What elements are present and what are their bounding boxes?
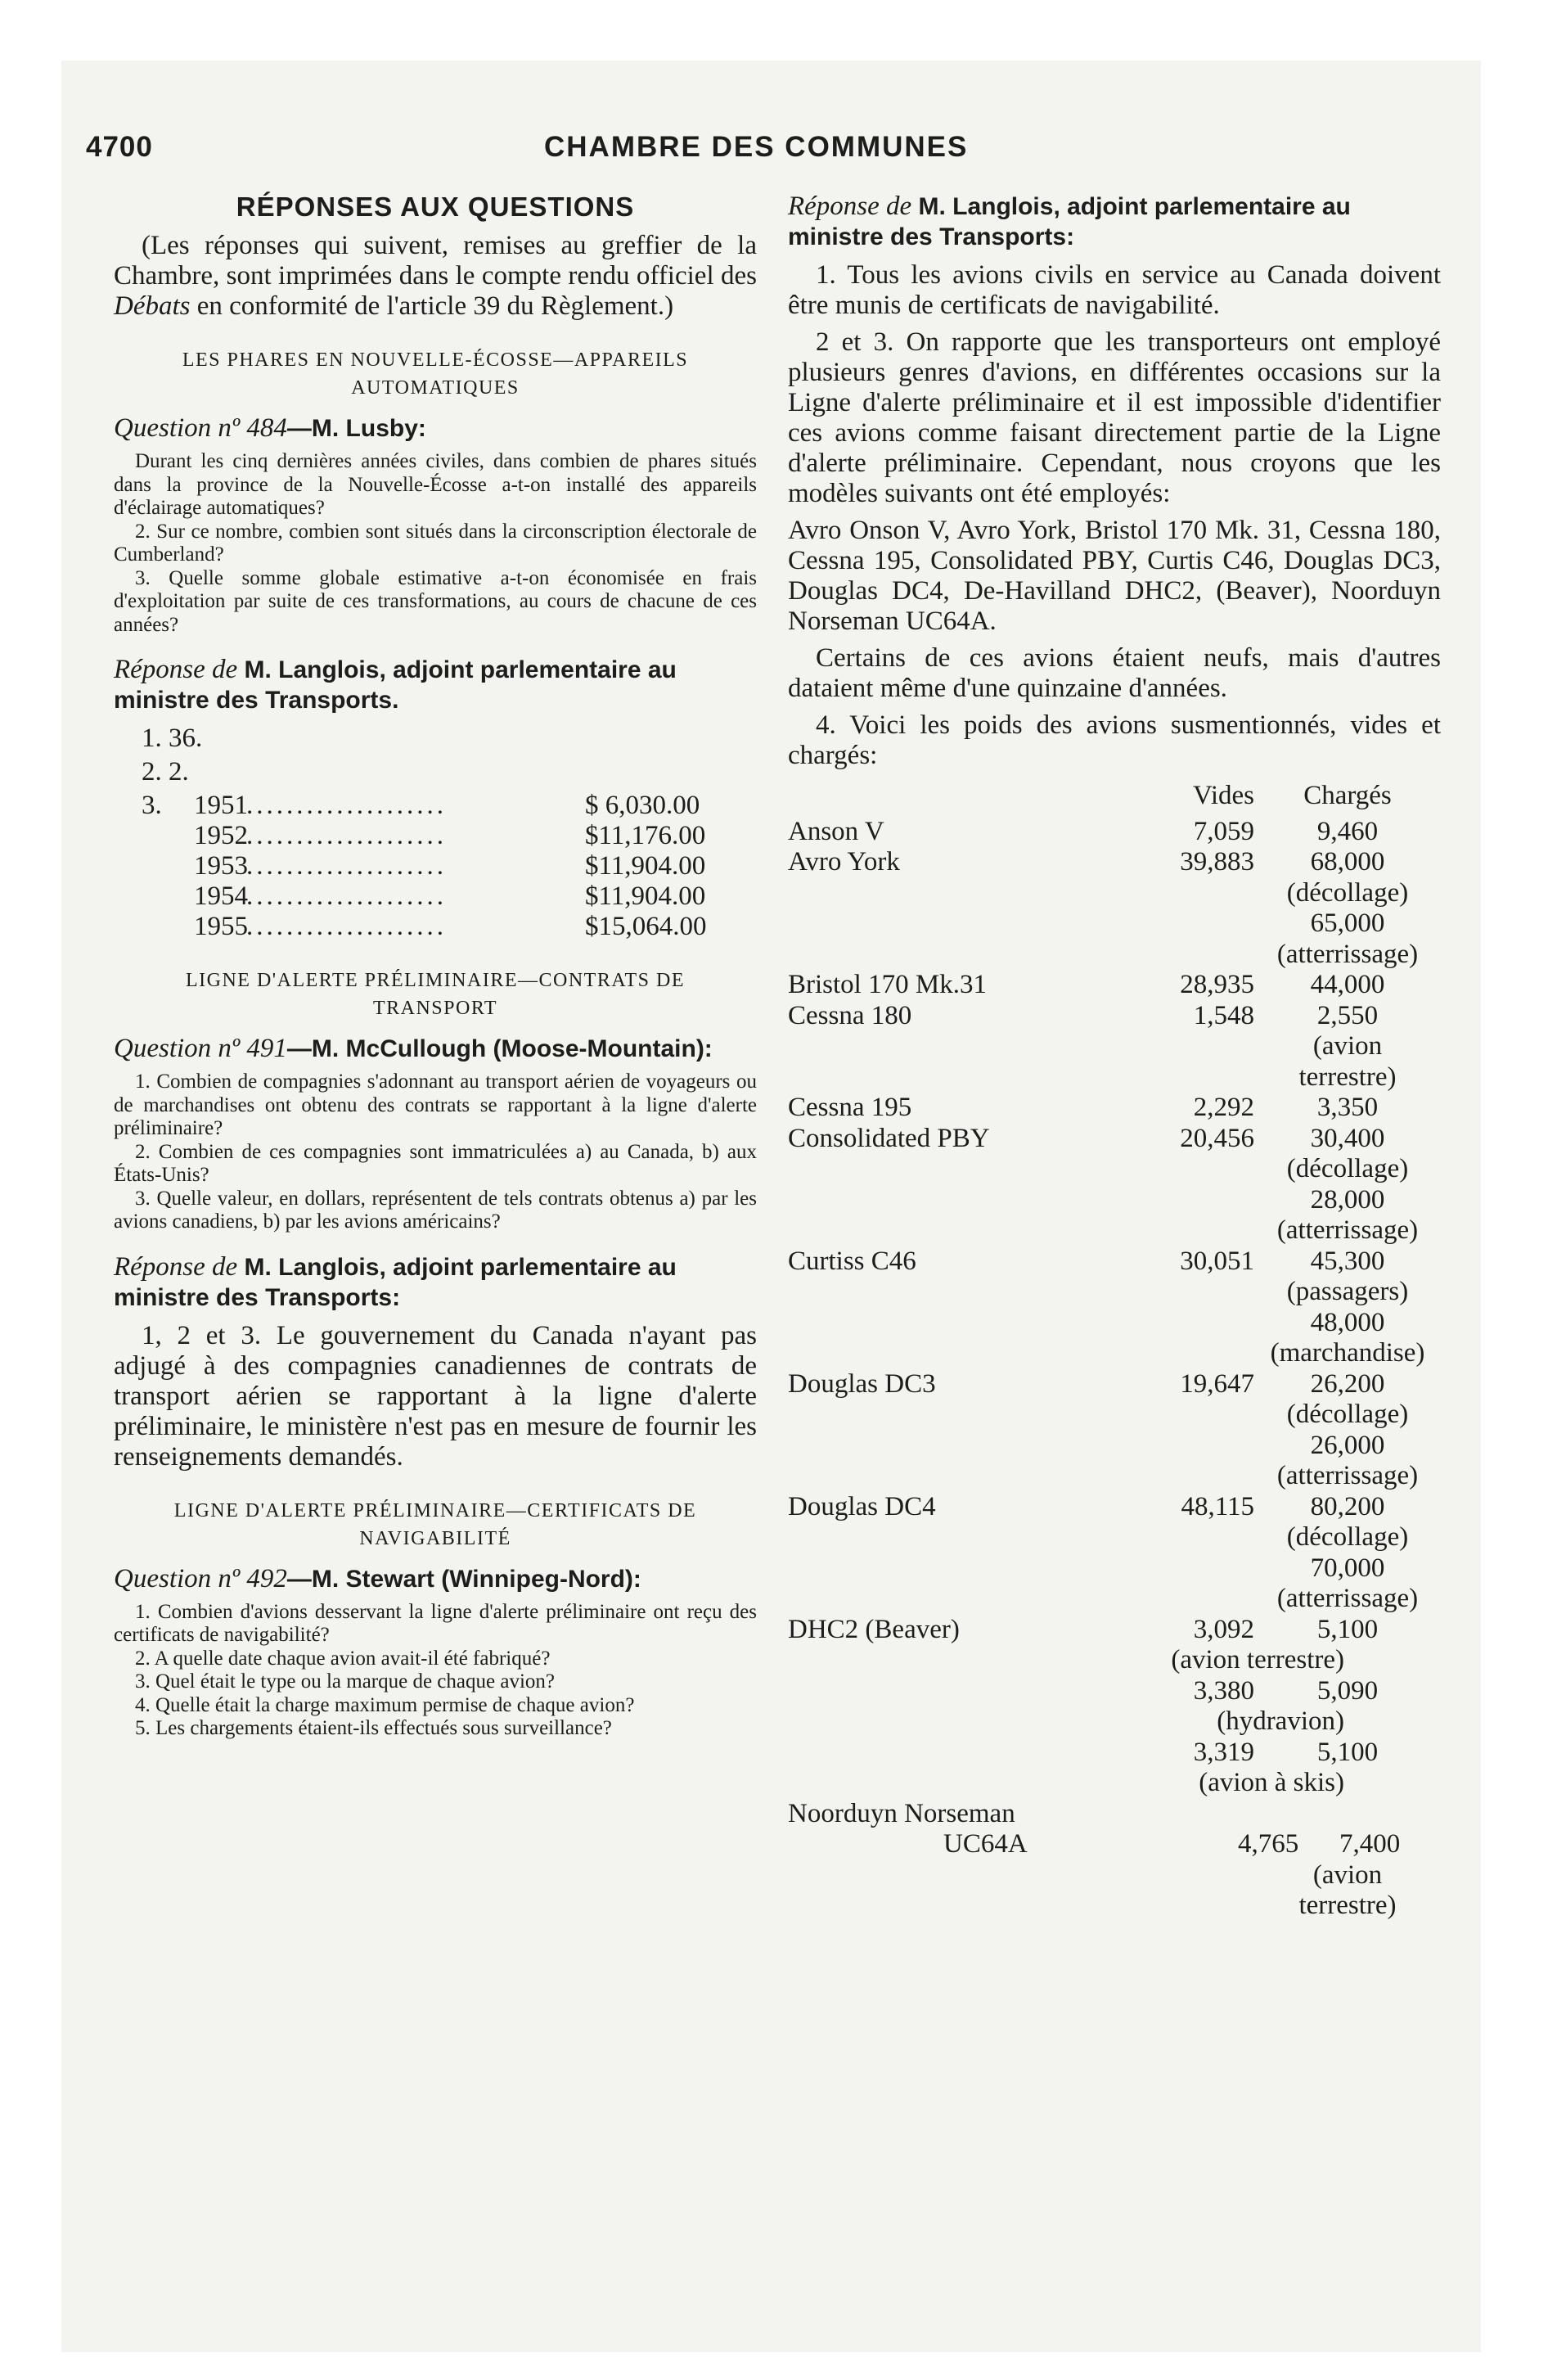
year-row: 3. 1951 .................... $ 6,030.00 xyxy=(142,791,700,820)
table-row xyxy=(788,1584,1441,1615)
page-number: 4700 xyxy=(86,131,153,163)
loaded-weight-cell: 68,000 xyxy=(1310,847,1385,877)
question-484-title: Question nº 484—M. Lusby: xyxy=(114,413,426,443)
question-484-item-2: 2. Sur ce nombre, combien sont situés dans la circonscription électorale de Cumberland? xyxy=(114,520,757,566)
aircraft-name-cell: Consolidated PBY xyxy=(788,1123,990,1153)
aircraft-name-cell: DHC2 (Beaver) xyxy=(788,1614,960,1644)
table-row xyxy=(788,1645,1441,1676)
table-row xyxy=(788,1277,1441,1308)
loaded-weight-cell: 3,350 xyxy=(1316,1093,1379,1122)
table-row xyxy=(788,1891,1441,1922)
table-row xyxy=(788,940,1441,971)
loaded-weight-cell: 9,460 xyxy=(1316,816,1379,846)
loaded-weight-cell: 45,300 xyxy=(1310,1246,1385,1276)
empty-weight-cell: 3,092 xyxy=(1193,1614,1254,1644)
question-491-item-3: 3. Quelle valeur, en dollars, représentent de tels contrats obtenus a) par les avions canadiens, b) par les avions américains? xyxy=(114,1187,757,1233)
table-header-row xyxy=(788,781,1441,812)
answer-491-text: 1, 2 et 3. Le gouvernement du Canada n'ayant pas adjugé à des compagnies canadiennes de contrats de transport aérien se rapportant à la ligne d'alerte préliminaire, le ministère n'est pas en mesure de fournir les renseignements demandés. xyxy=(114,1320,757,1472)
answer-492-para-2: 2 et 3. On rapporte que les transporteurs ont employé plusieurs genres d'avions, en différentes occasions sur la Ligne d'alerte préliminaire et il est impossible d'identifier ces avions comme faisant directement partie de la Ligne d'alerte préliminaire. Cependant, nous croyons que les modèles suivants ont été employés: xyxy=(788,327,1441,508)
loaded-weight-cell: (passagers) xyxy=(1286,1277,1409,1306)
table-row xyxy=(788,1553,1441,1584)
empty-weight-cell: 48,115 xyxy=(1181,1491,1254,1521)
answer-484-2: 2. 2. xyxy=(142,757,189,787)
empty-weight-cell: (avion terrestre) xyxy=(1171,1645,1344,1675)
answer-484-1: 1. 36. xyxy=(142,723,203,753)
loaded-weight-cell: 70,000 xyxy=(1310,1553,1385,1583)
aircraft-name-cell: Noorduyn Norseman xyxy=(788,1798,1015,1828)
empty-weight-cell: 30,051 xyxy=(1180,1246,1254,1276)
question-491-item-1: 1. Combien de compagnies s'adonnant au transport aérien de voyageurs ou de marchandises ont obtenu des contrats se rapportant à la ligne d'alerte préliminaire? xyxy=(114,1071,757,1139)
aircraft-name-cell: Cessna 195 xyxy=(788,1093,912,1122)
aircraft-name-cell: Anson V xyxy=(788,816,884,846)
aircraft-name-cell: Cessna 180 xyxy=(788,1000,912,1030)
year-row: 1955 .................... $15,064.00 xyxy=(194,912,707,941)
aircraft-name-cell: UC64A xyxy=(943,1829,1028,1859)
year-row: 1954 .................... $11,904.00 xyxy=(194,881,706,911)
empty-weight-cell: 3,380 xyxy=(1193,1675,1254,1706)
question-492-item-4: 4. Quelle était la charge maximum permise de chaque avion? xyxy=(135,1693,635,1716)
table-row xyxy=(788,1522,1441,1553)
loaded-weight-cell: (avion xyxy=(1312,1031,1383,1061)
year-row: 1952 .................... $11,176.00 xyxy=(194,821,706,850)
empty-weight-cell: 3,319 xyxy=(1193,1737,1254,1767)
heading-phares: LES PHARES EN NOUVELLE-ÉCOSSE—APPAREILS AUTOMATIQUES xyxy=(182,349,689,399)
question-492-item-1: 1. Combien d'avions desservant la ligne d'alerte préliminaire ont reçu des certificats de navigabilité? xyxy=(114,1600,757,1646)
loaded-weight-cell: (marchandise) xyxy=(1270,1338,1425,1368)
heading-contrats: LIGNE D'ALERTE PRÉLIMINAIRE—CONTRATS DE TRANSPORT xyxy=(185,970,685,1019)
document-page xyxy=(61,61,1481,2352)
table-row xyxy=(788,1400,1441,1431)
question-491-title: Question nº 491—M. McCullough (Moose-Mountain): xyxy=(114,1034,713,1063)
empty-weight-cell: 20,456 xyxy=(1180,1123,1254,1153)
loaded-weight-cell: 30,400 xyxy=(1310,1123,1385,1153)
loaded-weight-cell: (décollage) xyxy=(1286,1154,1409,1183)
empty-weight-cell: (hydravion) xyxy=(1217,1706,1344,1736)
answer-492-para-5: 4. Voici les poids des avions susmentionnés, vides et chargés: xyxy=(788,710,1441,770)
table-row xyxy=(788,1215,1441,1246)
loaded-weight-cell: 48,000 xyxy=(1310,1307,1385,1337)
question-492-item-3: 3. Quel était le type ou la marque de chaque avion? xyxy=(135,1670,555,1693)
savings-by-year xyxy=(142,791,757,942)
question-484-item-1: Durant les cinq dernières années civiles, dans combien de phares situés dans la province de la Nouvelle-Écosse a-t-on installé des appareils d'éclairage automatiques? xyxy=(114,450,757,519)
table-row xyxy=(788,847,1441,878)
table-row xyxy=(788,1676,1441,1707)
table-row xyxy=(788,908,1441,940)
loaded-weight-cell: (atterrissage) xyxy=(1276,1461,1419,1490)
loaded-weight-cell: 26,200 xyxy=(1310,1368,1385,1399)
table-row xyxy=(788,1308,1441,1339)
heading-certificats: LIGNE D'ALERTE PRÉLIMINAIRE—CERTIFICATS DE NAVIGABILITÉ xyxy=(173,1499,697,1549)
table-row xyxy=(788,970,1441,1001)
table-row xyxy=(788,1615,1441,1646)
loaded-weight-cell: (avion xyxy=(1312,1859,1383,1890)
section-title: RÉPONSES AUX QUESTIONS xyxy=(236,192,635,222)
empty-weight-cell: (avion à skis) xyxy=(1199,1768,1344,1797)
table-row xyxy=(788,1738,1441,1769)
loaded-weight-cell: (atterrissage) xyxy=(1276,1215,1419,1245)
loaded-weight-cell: 26,000 xyxy=(1310,1430,1385,1460)
loaded-weight-cell: (atterrissage) xyxy=(1276,1584,1419,1613)
question-492-item-2: 2. A quelle date chaque avion avait-il été fabriqué? xyxy=(135,1647,551,1670)
answer-492-para-4: Certains de ces avions étaient neufs, mais d'autres dataient même d'une quinzaine d'années. xyxy=(788,643,1441,703)
aircraft-name-cell: Curtiss C46 xyxy=(788,1246,916,1276)
question-484-item-3: 3. Quelle somme globale estimative a-t-on économisée en frais d'exploitation par suite de ces transformations, au cours de chacune de ces années? xyxy=(114,566,757,636)
table-row xyxy=(788,1001,1441,1032)
loaded-weight-cell: terrestre) xyxy=(1298,1891,1397,1920)
aircraft-name-cell: Bristol 170 Mk.31 xyxy=(788,970,987,999)
year-row: 1953 .................... $11,904.00 xyxy=(194,851,706,881)
table-row xyxy=(788,1860,1441,1891)
table-row xyxy=(788,1093,1441,1124)
question-492-item-5: 5. Les chargements étaient-ils effectués sous surveillance? xyxy=(135,1717,612,1739)
answer-484-title: Réponse de M. Langlois, adjoint parlementaire au ministre des Transports. xyxy=(114,655,677,714)
table-row xyxy=(788,1062,1441,1093)
loaded-weight-cell: 7,400 xyxy=(1339,1829,1401,1859)
table-row xyxy=(788,1246,1441,1278)
empty-weight-cell: 7,059 xyxy=(1193,816,1254,846)
empty-weight-cell: 4,765 xyxy=(1238,1829,1299,1859)
loaded-weight-cell: (décollage) xyxy=(1286,1400,1409,1429)
table-row xyxy=(788,1829,1441,1860)
table-row xyxy=(788,1338,1441,1369)
aircraft-name-cell: Douglas DC4 xyxy=(788,1491,936,1521)
table-row xyxy=(788,878,1441,909)
question-491-item-2: 2. Combien de ces compagnies sont immatriculées a) au Canada, b) aux États-Unis? xyxy=(114,1140,757,1186)
table-row xyxy=(788,1492,1441,1523)
loaded-weight-cell: 28,000 xyxy=(1310,1184,1385,1215)
table-row xyxy=(788,1124,1441,1155)
table-row xyxy=(788,1031,1441,1062)
answer-492-title: Réponse de M. Langlois, adjoint parlementaire au ministre des Transports: xyxy=(788,192,1351,250)
left-column xyxy=(114,192,757,1741)
table-row xyxy=(788,1461,1441,1492)
table-row xyxy=(788,1154,1441,1185)
aircraft-name-cell: Avro York xyxy=(788,847,900,877)
table-row xyxy=(788,1185,1441,1216)
table-row xyxy=(788,1431,1441,1462)
loaded-weight-cell: (décollage) xyxy=(1286,1522,1409,1552)
table-row xyxy=(788,1799,1441,1830)
answer-492-para-1: 1. Tous les avions civils en service au Canada doivent être munis de certificats de navigabilité. xyxy=(788,260,1441,320)
table-row xyxy=(788,1706,1441,1738)
loaded-weight-cell: 5,100 xyxy=(1316,1737,1379,1767)
column-header-loaded: Chargés xyxy=(1303,781,1392,810)
loaded-weight-cell: (atterrissage) xyxy=(1276,939,1419,969)
loaded-weight-cell: 5,100 xyxy=(1316,1614,1379,1644)
column-header-empty: Vides xyxy=(1192,781,1254,810)
running-title: CHAMBRE DES COMMUNES xyxy=(544,131,969,163)
loaded-weight-cell: 80,200 xyxy=(1310,1491,1385,1521)
question-492-title: Question nº 492—M. Stewart (Winnipeg-Nord): xyxy=(114,1563,641,1593)
table-row xyxy=(788,1369,1441,1400)
table-row xyxy=(788,1768,1441,1799)
loaded-weight-cell: 65,000 xyxy=(1310,908,1385,938)
loaded-weight-cell: 44,000 xyxy=(1310,970,1385,999)
aircraft-name-cell: Douglas DC3 xyxy=(788,1368,936,1399)
table-body xyxy=(788,817,1441,1922)
intro-paragraph: (Les réponses qui suivent, remises au greffier de la Chambre, sont imprimées dans le compte rendu officiel des Débats en conformité de l'article 39 du Règlement.) xyxy=(114,231,757,321)
answer-491-title: Réponse de M. Langlois, adjoint parlementaire au ministre des Transports: xyxy=(114,1251,677,1311)
loaded-weight-cell: (décollage) xyxy=(1286,877,1409,908)
empty-weight-cell: 2,292 xyxy=(1193,1093,1254,1122)
empty-weight-cell: 28,935 xyxy=(1180,970,1254,999)
loaded-weight-cell: terrestre) xyxy=(1298,1062,1397,1092)
right-column xyxy=(788,192,1441,1922)
aircraft-weights-table xyxy=(788,781,1441,1922)
empty-weight-cell: 1,548 xyxy=(1193,1000,1254,1030)
aircraft-model-list: Avro Onson V, Avro York, Bristol 170 Mk. 31, Cessna 180, Cessna 195, Consolidated PBY, Curtis C46, Douglas DC3, Douglas DC4, De-Havilland DHC2, (Beaver), Noorduyn Norseman UC64A. xyxy=(788,516,1441,636)
empty-weight-cell: 39,883 xyxy=(1180,847,1254,877)
empty-weight-cell: 19,647 xyxy=(1180,1368,1254,1399)
loaded-weight-cell: 2,550 xyxy=(1316,1000,1379,1030)
loaded-weight-cell: 5,090 xyxy=(1316,1675,1379,1706)
table-row xyxy=(788,817,1441,848)
